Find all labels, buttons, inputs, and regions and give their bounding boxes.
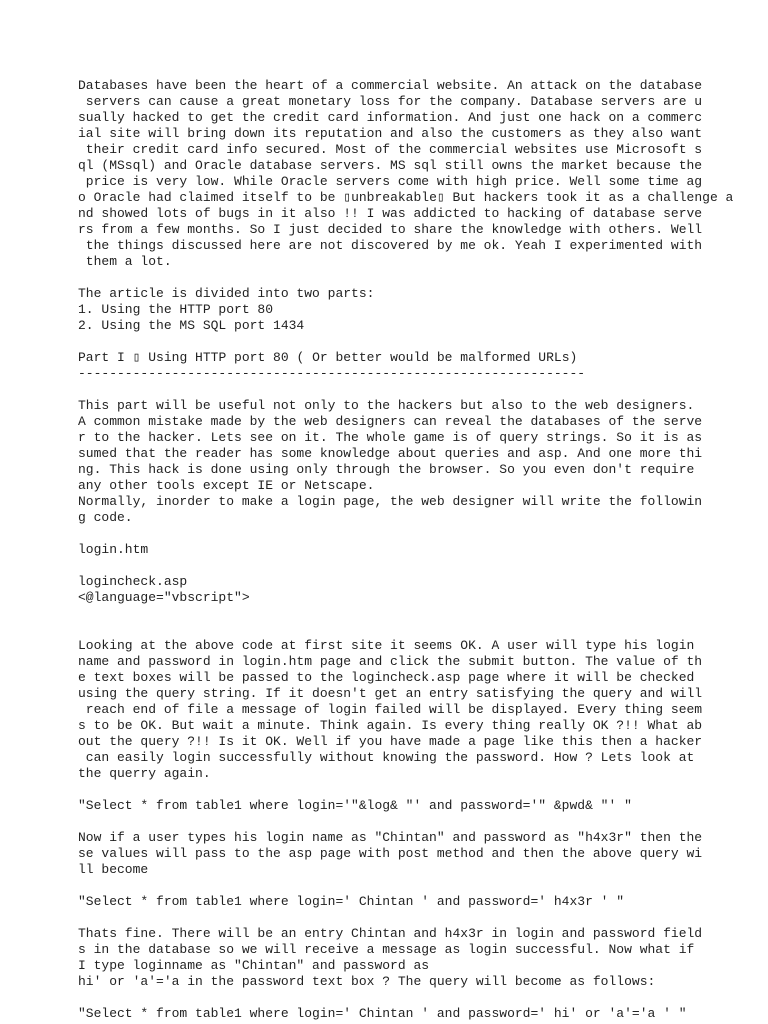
text-line: Databases have been the heart of a commercial website. An attack on the database xyxy=(78,78,703,93)
text-line: name and password in login.htm page and click the submit button. The value of th xyxy=(78,654,703,669)
blank-line xyxy=(78,814,758,830)
text-line: logincheck.asp xyxy=(78,574,188,589)
text-line: out the query ?!! Is it OK. Well if you have made a page like this then a hacker xyxy=(78,734,703,749)
text-line: Looking at the above code at first site it seems OK. A user will type his login xyxy=(78,638,695,653)
text-line: price is very low. While Oracle servers come with high price. Well some time ag xyxy=(78,174,703,189)
text-line: s in the database so we will receive a message as login successful. Now what if xyxy=(78,942,695,957)
blank-line xyxy=(78,990,758,1006)
text-line: This part will be useful not only to the hackers but also to the web designers. xyxy=(78,398,695,413)
text-line: "Select * from table1 where login=' Chintan ' and password=' h4x3r ' " xyxy=(78,894,625,909)
text-line: ll become xyxy=(78,862,149,877)
text-line: Part I ▯ Using HTTP port 80 ( Or better would be malformed URLs) xyxy=(78,350,578,365)
text-line: e text boxes will be passed to the logincheck.asp page where it will be checked xyxy=(78,670,695,685)
blank-line xyxy=(78,382,758,398)
text-line: g code. xyxy=(78,510,133,525)
text-line: can easily login successfully without knowing the password. How ? Lets look at xyxy=(78,750,695,765)
text-line: reach end of file a message of login failed will be displayed. Every thing seem xyxy=(78,702,703,717)
text-line: sumed that the reader has some knowledge about queries and asp. And one more thi xyxy=(78,446,703,461)
text-line: 1. Using the HTTP port 80 xyxy=(78,302,274,317)
text-line: hi' or 'a'='a in the password text box ? The query will become as follows: xyxy=(78,974,656,989)
text-line: s to be OK. But wait a minute. Think again. Is every thing really OK ?!! What ab xyxy=(78,718,703,733)
text-line: o Oracle had claimed itself to be ▯unbreakable▯ But hackers took it as a challenge a xyxy=(78,190,734,205)
text-line: ----------------------------------------------------------------- xyxy=(78,366,586,381)
blank-line xyxy=(78,622,758,638)
text-line: "Select * from table1 where login=' Chintan ' and password=' hi' or 'a'='a ' " xyxy=(78,1006,687,1021)
text-line: Thats fine. There will be an entry Chintan and h4x3r in login and password field xyxy=(78,926,703,941)
blank-line xyxy=(78,558,758,574)
text-line: ial site will bring down its reputation and also the customers as they also want xyxy=(78,126,703,141)
text-line: Now if a user types his login name as "Chintan" and password as "h4x3r" then the xyxy=(78,830,703,845)
text-line: rs from a few months. So I just decided to share the knowledge with others. Well xyxy=(78,222,703,237)
text-line: any other tools except IE or Netscape. xyxy=(78,478,375,493)
text-line: sually hacked to get the credit card information. And just one hack on a commerc xyxy=(78,110,703,125)
text-line: <@language="vbscript"> xyxy=(78,590,250,605)
blank-line xyxy=(78,270,758,286)
text-line: se values will pass to the asp page with post method and then the above query wi xyxy=(78,846,703,861)
blank-line xyxy=(78,782,758,798)
blank-line xyxy=(78,910,758,926)
text-line: The article is divided into two parts: xyxy=(78,286,375,301)
text-line: the querry again. xyxy=(78,766,211,781)
text-line: A common mistake made by the web designers can reveal the databases of the serve xyxy=(78,414,703,429)
text-line: 2. Using the MS SQL port 1434 xyxy=(78,318,305,333)
text-line: using the query string. If it doesn't get an entry satisfying the query and will xyxy=(78,686,703,701)
text-line: servers can cause a great monetary loss for the company. Database servers are u xyxy=(78,94,703,109)
text-line: Normally, inorder to make a login page, the web designer will write the followin xyxy=(78,494,703,509)
blank-line xyxy=(78,878,758,894)
text-line: their credit card info secured. Most of the commercial websites use Microsoft s xyxy=(78,142,703,157)
text-line: them a lot. xyxy=(78,254,172,269)
text-line: login.htm xyxy=(78,542,149,557)
text-line: I type loginname as "Chintan" and password as xyxy=(78,958,430,973)
text-line: r to the hacker. Lets see on it. The whole game is of query strings. So it is as xyxy=(78,430,703,445)
blank-line xyxy=(78,606,758,622)
blank-line xyxy=(78,526,758,542)
text-line: ql (MSsql) and Oracle database servers. MS sql still owns the market because the xyxy=(78,158,703,173)
text-line: ng. This hack is done using only through the browser. So you even don't require xyxy=(78,462,695,477)
text-line: nd showed lots of bugs in it also !! I was addicted to hacking of database serve xyxy=(78,206,703,221)
blank-line xyxy=(78,334,758,350)
text-line: the things discussed here are not discovered by me ok. Yeah I experimented with xyxy=(78,238,703,253)
text-line: "Select * from table1 where login='"&log& "' and password='" &pwd& "' " xyxy=(78,798,632,813)
article-text xyxy=(78,78,758,1022)
